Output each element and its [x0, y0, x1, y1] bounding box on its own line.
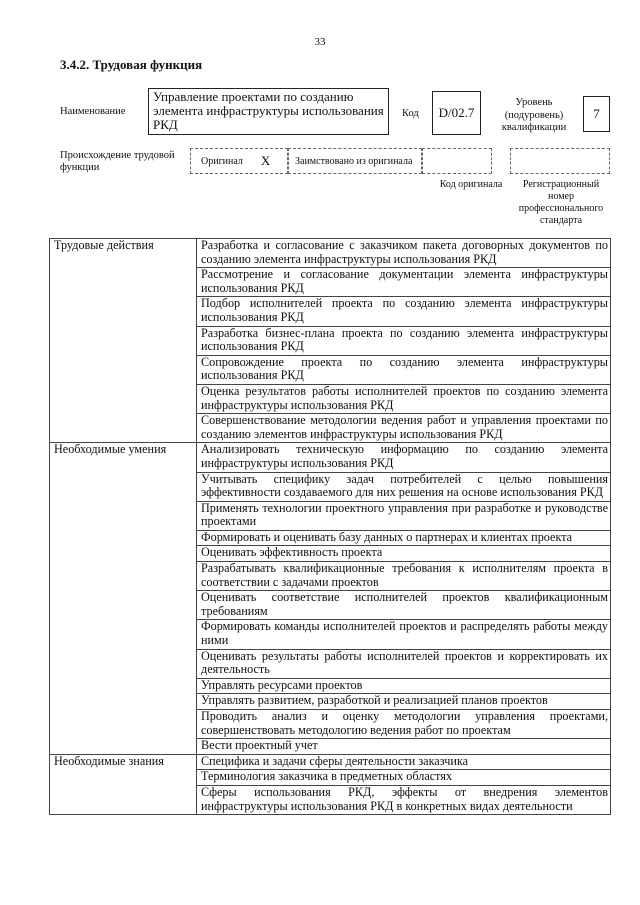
borrowed-label: Заимствовано из оригинала	[295, 155, 413, 167]
section-title-actions: Трудовые действия	[50, 239, 197, 443]
list-item: Проводить анализ и оценку методологии управления проектами, совершенствовать методологию ведения работ по проектам	[197, 710, 611, 739]
list-item: Разрабатывать квалификационные требования к исполнителям проекта в соответствии с задачами проектов	[197, 562, 611, 591]
list-item: Рассмотрение и согласование документации элемента инфраструктуры использования РКД	[197, 268, 611, 297]
list-item: Сопровождение проекта по созданию элемента инфраструктуры использования РКД	[197, 355, 611, 384]
section-title: 3.4.2. Трудовая функция	[60, 57, 203, 72]
list-item: Формировать и оценивать базу данных о партнерах и клиентах проекта	[197, 530, 611, 546]
list-item: Применять технологии проектного управления при разработке и руководстве проектами	[197, 501, 611, 530]
code-value: D/02.7	[432, 91, 481, 135]
code-caption: Код оригинала	[439, 179, 503, 190]
list-item: Анализировать техническую информацию по созданию элемента инфраструктуры использования РКД	[197, 443, 611, 472]
reg-number-cell	[510, 148, 610, 174]
name-value: Управление проектами по созданию элемента инфраструктуры использования РКД	[148, 88, 389, 135]
page-number: 33	[314, 36, 326, 48]
code-label: Код	[402, 108, 419, 119]
list-item: Учитывать специфику задач потребителей с целью повышения эффективности создаваемого для них решения на основе использования РКД	[197, 472, 611, 501]
list-item: Управлять ресурсами проектов	[197, 678, 611, 694]
name-label: Наименование	[60, 106, 126, 117]
list-item: Специфика и задачи сферы деятельности заказчика	[197, 754, 611, 770]
list-item: Управлять развитием, разработкой и реализацией планов проектов	[197, 694, 611, 710]
list-item: Оценка результатов работы исполнителей проектов по созданию элемента инфраструктуры использования РКД	[197, 384, 611, 413]
list-item: Оценивать результаты работы исполнителей проектов и корректировать их деятельность	[197, 649, 611, 678]
table-row	[50, 239, 611, 268]
section-title-knowledge: Необходимые знания	[50, 754, 197, 814]
list-item: Оценивать эффективность проекта	[197, 546, 611, 562]
level-label: Уровень (подуровень) квалификации	[501, 97, 567, 133]
borrowed-cell	[288, 148, 422, 174]
level-value: 7	[583, 96, 610, 132]
list-item: Разработка бизнес-плана проекта по созданию элемента инфраструктуры использования РКД	[197, 326, 611, 355]
list-item: Совершенствование методологии ведения работ и управления проектами по созданию элементов инфраструктуры использования РКД	[197, 414, 611, 443]
list-item: Подбор исполнителей проекта по созданию элемента инфраструктуры использования РКД	[197, 297, 611, 326]
origin-row	[190, 148, 610, 174]
list-item: Разработка и согласование с заказчиком пакета договорных документов по созданию элемента инфраструктуры использования РКД	[197, 239, 611, 268]
list-item: Вести проектный учет	[197, 739, 611, 755]
table-row	[50, 443, 611, 472]
function-table	[49, 238, 611, 815]
original-label: Оригинал	[201, 155, 243, 167]
reg-caption: Регистрационный номер профессионального стандарта	[518, 179, 604, 226]
list-item: Терминология заказчика в предметных областях	[197, 770, 611, 786]
list-item: Формировать команды исполнителей проектов и распределять работы между ними	[197, 620, 611, 649]
original-code-cell	[422, 148, 492, 174]
original-mark: X	[260, 153, 271, 168]
origin-label: Происхождение трудовой функции	[60, 150, 175, 173]
section-title-skills: Необходимые умения	[50, 443, 197, 754]
list-item: Сферы использования РКД, эффекты от внедрения элементов инфраструктуры использования РКД в конкретных видах деятельности	[197, 785, 611, 814]
original-cell	[190, 148, 288, 174]
list-item: Оценивать соответствие исполнителей проектов квалификационным требованиям	[197, 591, 611, 620]
table-row	[50, 754, 611, 770]
